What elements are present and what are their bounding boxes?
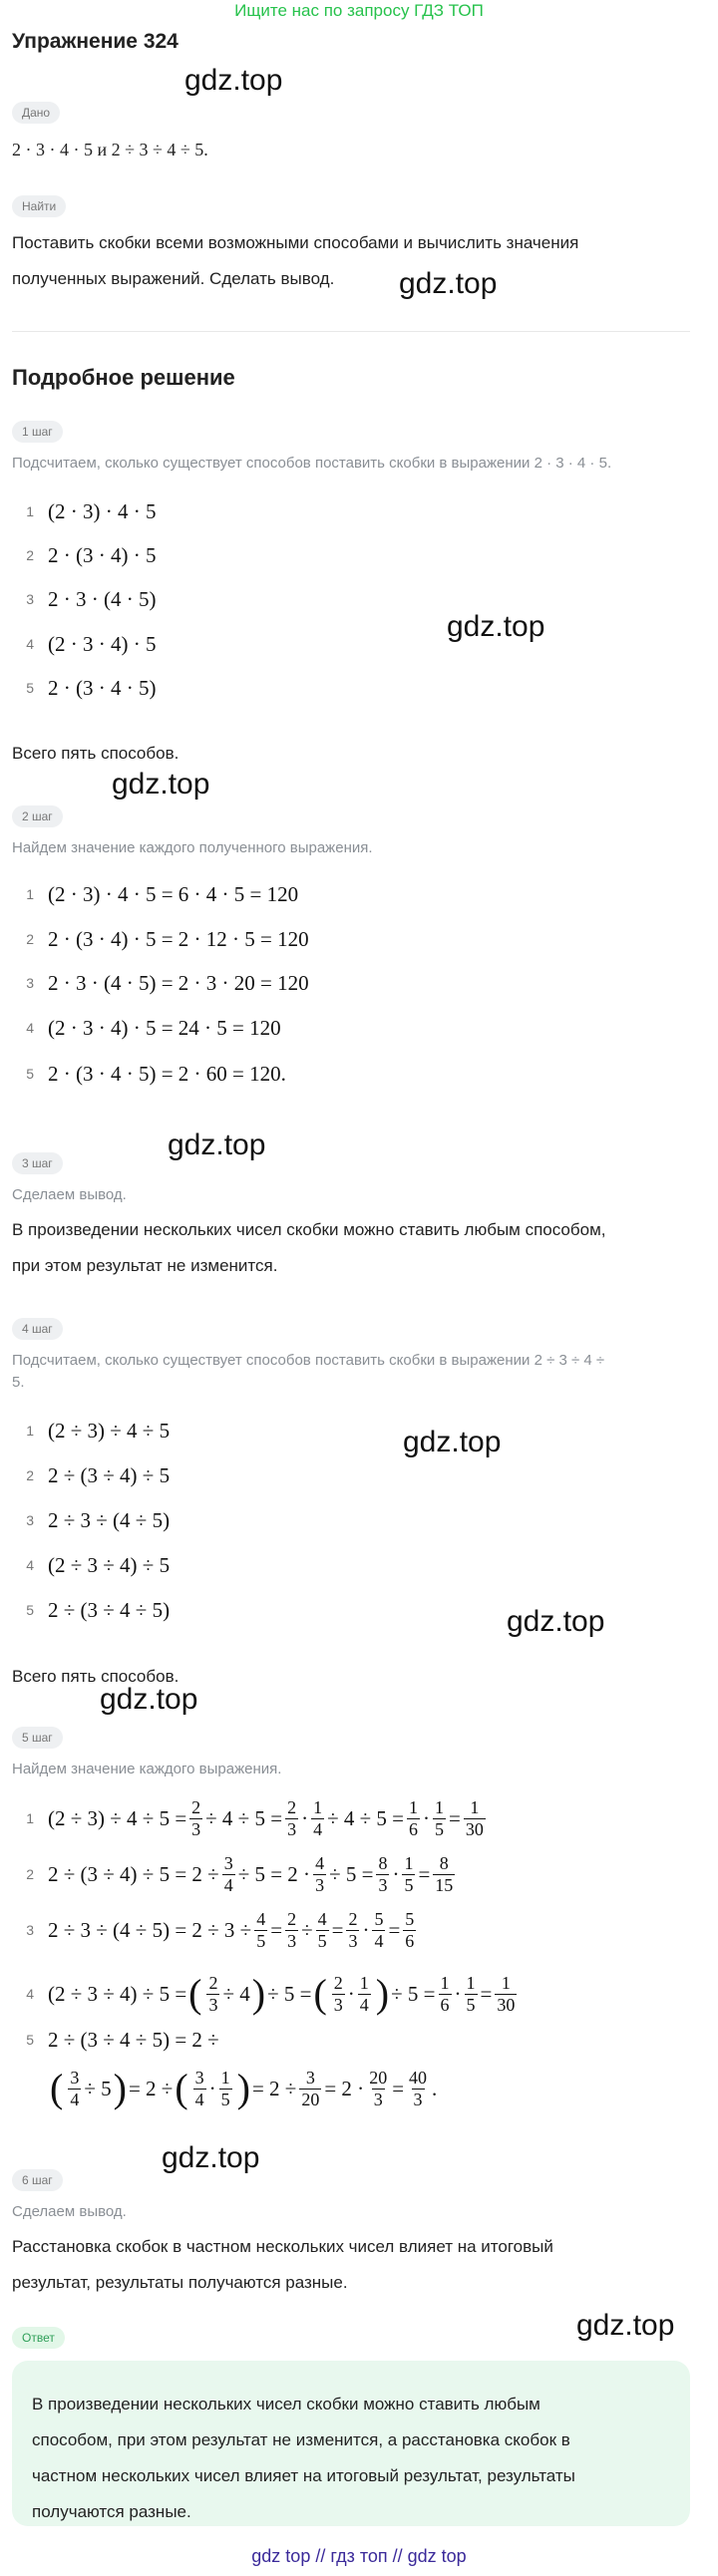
answer-line: способом, при этом результат не изменится, а расстановка скобок в xyxy=(32,2430,570,2449)
footer-links[interactable]: gdz top // гдз топ // gdz top xyxy=(251,2546,467,2566)
list-item: 4 (2 ÷ 3 ÷ 4) ÷ 5 = ( $\frac{2}{3}$ ÷ 4 ) ÷ 5 = ( $\frac{2}{3}$ · $\frac{1}{4}$ ) ÷ 5 = $\frac{1}{6}$ · $\frac{1}{5}$ = $\frac{1}{30}$ xyxy=(26,1971,516,2016)
list-item: 4 (2 · 3 · 4) · 5 = 24 · 5 = 120 xyxy=(26,1015,281,1040)
list-item: 3 2 ÷ 3 ÷ (4 ÷ 5) xyxy=(26,1507,171,1532)
step-intro: Сделаем вывод. xyxy=(12,1186,127,1203)
list-item: 5 2 · (3 · 4 · 5) xyxy=(26,675,157,700)
list-item: 2 2 ÷ (3 ÷ 4) ÷ 5 xyxy=(26,1462,171,1487)
list-item: 1 (2 · 3) · 4 · 5 = 6 · 4 · 5 = 120 xyxy=(26,881,299,906)
watermark: gdz.top xyxy=(399,267,498,300)
list-item: 2 2 · (3 · 4) · 5 = 2 · 12 · 5 = 120 xyxy=(26,926,309,951)
list-item: 5 2 ÷ (3 ÷ 4 ÷ 5) xyxy=(26,1597,171,1622)
step-outro: Всего пять способов. xyxy=(12,744,180,763)
list-item: 1 (2 ÷ 3) ÷ 4 ÷ 5 xyxy=(26,1418,171,1443)
watermark: gdz.top xyxy=(507,1605,605,1638)
find-tag: Найти xyxy=(12,195,66,217)
step-intro: Подсчитаем, сколько существует способов поставить скобки в выражении 2 ÷ 3 ÷ 4 ÷ xyxy=(12,1352,605,1369)
step-tag: 1 шаг xyxy=(12,421,63,443)
list-item-continuation: ( $\frac{3}{4}$ ÷ 5 ) = 2 ÷ ( $\frac{3}{4}$ · $\frac{1}{5}$ ) = 2 ÷ $\frac{3}{20}$ = 2 · $\frac{20}{3}$ = $\frac{40}{3}$ . xyxy=(50,2066,438,2110)
given-tag: Дано xyxy=(12,102,60,124)
list-item: 3 2 · 3 · (4 · 5) = 2 · 3 · 20 = 120 xyxy=(26,970,309,995)
given-text: 2 · 3 · 4 · 5 и 2 ÷ 3 ÷ 4 ÷ 5. xyxy=(12,140,208,160)
step-intro: Сделаем вывод. xyxy=(12,2203,127,2220)
divider xyxy=(12,331,690,332)
step-tag: 4 шаг xyxy=(12,1318,63,1340)
answer-line: частном нескольких чисел влияет на итоговый результат, результаты xyxy=(32,2466,575,2485)
step-outro: Всего пять способов. xyxy=(12,1667,180,1686)
step-conclusion-line: при этом результат не изменится. xyxy=(12,1256,278,1275)
answer-box xyxy=(12,2361,690,2526)
list-item: 3 2 · 3 · (4 · 5) xyxy=(26,586,157,611)
step-intro: Найдем значение каждого полученного выражения. xyxy=(12,839,373,856)
list-item: 4 (2 · 3 · 4) · 5 xyxy=(26,631,157,656)
solution-heading: Подробное решение xyxy=(12,365,235,390)
find-text-line: полученных выражений. Сделать вывод. xyxy=(12,269,335,288)
watermark: gdz.top xyxy=(162,2141,260,2174)
step-conclusion-line: Расстановка скобок в частном нескольких чисел влияет на итоговый xyxy=(12,2237,553,2256)
exercise-title: Упражнение 324 xyxy=(12,30,179,53)
find-text-line: Поставить скобки всеми возможными способами и вычислить значения xyxy=(12,233,579,252)
watermark: gdz.top xyxy=(168,1128,266,1161)
watermark: gdz.top xyxy=(100,1683,198,1716)
watermark: gdz.top xyxy=(184,64,283,97)
answer-line: получаются разные. xyxy=(32,2502,191,2521)
answer-tag: Ответ xyxy=(12,2327,65,2349)
top-banner[interactable]: Ищите нас по запросу ГДЗ ТОП xyxy=(234,1,484,20)
step-conclusion-line: результат, результаты получаются разные. xyxy=(12,2273,348,2292)
answer-line: В произведении нескольких чисел скобки можно ставить любым xyxy=(32,2395,540,2414)
step-intro: Найдем значение каждого выражения. xyxy=(12,1761,282,1777)
list-item: 1 (2 · 3) · 4 · 5 xyxy=(26,498,157,523)
watermark: gdz.top xyxy=(576,2309,675,2342)
step-tag: 2 шаг xyxy=(12,805,63,827)
watermark: gdz.top xyxy=(112,768,210,801)
list-item: 4 (2 ÷ 3 ÷ 4) ÷ 5 xyxy=(26,1552,171,1577)
step-conclusion-line: В произведении нескольких чисел скобки можно ставить любым способом, xyxy=(12,1220,606,1239)
list-item: 2 2 ÷ (3 ÷ 4) ÷ 5 = 2 ÷ $\frac{3}{4}$ ÷ 5 = 2 · $\frac{4}{3}$ ÷ 5 = $\frac{8}{3}$ · $\frac{1}{5}$ = $\frac{8}{15}$ xyxy=(26,1852,454,1895)
list-item: 5 2 · (3 · 4 · 5) = 2 · 60 = 120. xyxy=(26,1061,286,1086)
list-item: 2 2 · (3 · 4) · 5 xyxy=(26,542,157,567)
list-item: 1 (2 ÷ 3) ÷ 4 ÷ 5 = $\frac{2}{3}$ ÷ 4 ÷ 5 = $\frac{2}{3}$ · $\frac{1}{4}$ ÷ 4 ÷ 5 = $\frac{1}{6}$ · $\frac{1}{5}$ = $\frac{1}{30}$ xyxy=(26,1796,484,1839)
watermark: gdz.top xyxy=(447,610,545,643)
step-intro: Подсчитаем, сколько существует способов поставить скобки в выражении 2 · 3 · 4 · 5. xyxy=(12,455,612,472)
step-tag: 5 шаг xyxy=(12,1727,63,1749)
list-item: 3 2 ÷ 3 ÷ (4 ÷ 5) = 2 ÷ 3 ÷ $\frac{4}{5}$ = $\frac{2}{3}$ ÷ $\frac{4}{5}$ = $\frac{2}{3}$ · $\frac{5}{4}$ = $\frac{5}{6}$ xyxy=(26,1908,415,1951)
step-tag: 3 шаг xyxy=(12,1152,63,1174)
list-item: 5 2 ÷ (3 ÷ 4 ÷ 5) = 2 ÷ xyxy=(26,2027,219,2052)
step-tag: 6 шаг xyxy=(12,2169,63,2191)
watermark: gdz.top xyxy=(403,1426,502,1458)
step-intro: 5. xyxy=(12,1374,25,1391)
